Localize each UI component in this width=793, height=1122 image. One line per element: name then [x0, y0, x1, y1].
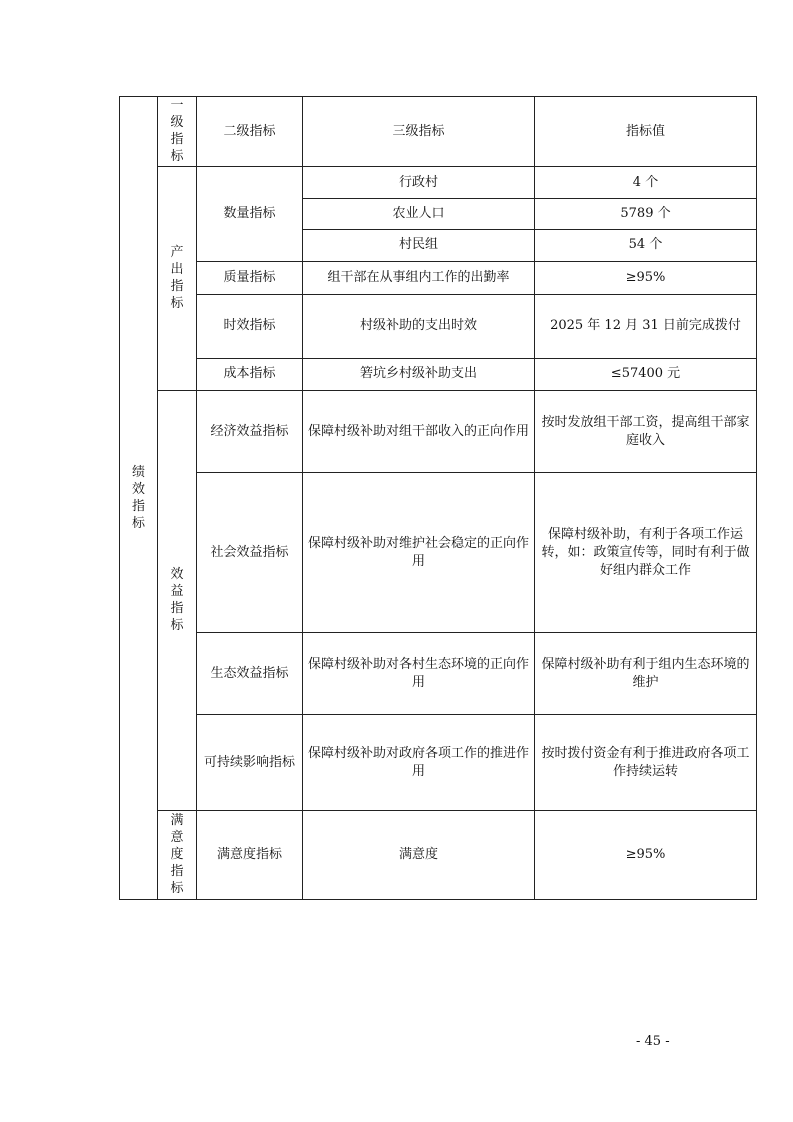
quantity-row-1-value: 4 个 [535, 167, 757, 198]
perf-indicator-label-cell [120, 97, 158, 900]
social-value: 保障村级补助，有利于各项工作运转，如：政策宣传等，同时有利于做好组内群众工作 [535, 473, 757, 633]
ecological-name: 保障村级补助对各村生态环境的正向作用 [303, 633, 535, 715]
header-level3: 三级指标 [303, 97, 535, 167]
sustainable-label: 可持续影响指标 [197, 714, 303, 811]
satisfaction-label: 满意度指标 [170, 813, 184, 897]
satisfaction-value: ≥95% [535, 811, 757, 900]
quality-label: 质量指标 [197, 262, 303, 295]
timeliness-label: 时效指标 [197, 295, 303, 358]
performance-indicator-table [119, 96, 757, 900]
social-name: 保障村级补助对维护社会稳定的正向作用 [303, 473, 535, 633]
quality-name: 组干部在从事组内工作的出勤率 [303, 262, 535, 295]
cost-name: 箬坑乡村级补助支出 [303, 358, 535, 390]
perf-indicator-label: 绩效指标 [131, 464, 145, 531]
page-number: - 45 - [636, 1034, 670, 1049]
output-label: 产出指标 [170, 245, 184, 312]
cost-value: ≤57400 元 [535, 358, 757, 390]
economic-value: 按时发放组干部工资，提高组干部家庭收入 [535, 390, 757, 473]
header-level1: 一级指标 [170, 98, 184, 165]
satisfaction-label-cell [158, 811, 197, 900]
quantity-row-3-value: 54 个 [535, 229, 757, 261]
benefit-label: 效益指标 [170, 567, 184, 634]
timeliness-name: 村级补助的支出时效 [303, 295, 535, 358]
quantity-row-1-name: 行政村 [303, 167, 535, 198]
quantity-row-2-value: 5789 个 [535, 198, 757, 229]
sustainable-name: 保障村级补助对政府各项工作的推进作用 [303, 714, 535, 811]
quantity-row-3-name: 村民组 [303, 229, 535, 261]
social-label: 社会效益指标 [197, 473, 303, 633]
header-level2: 二级指标 [197, 97, 303, 167]
quantity-label: 数量指标 [197, 167, 303, 262]
economic-name: 保障村级补助对组干部收入的正向作用 [303, 390, 535, 473]
ecological-label: 生态效益指标 [197, 633, 303, 715]
header-level1-cell [158, 97, 197, 167]
sustainable-value: 按时拨付资金有利于推进政府各项工作持续运转 [535, 714, 757, 811]
benefit-label-cell [158, 390, 197, 811]
header-value: 指标值 [535, 97, 757, 167]
cost-label: 成本指标 [197, 358, 303, 390]
satisfaction-sub-label: 满意度指标 [197, 811, 303, 900]
quality-value: ≥95% [535, 262, 757, 295]
quantity-row-2-name: 农业人口 [303, 198, 535, 229]
timeliness-value: 2025 年 12 月 31 日前完成拨付 [535, 295, 757, 358]
ecological-value: 保障村级补助有利于组内生态环境的维护 [535, 633, 757, 715]
economic-label: 经济效益指标 [197, 390, 303, 473]
output-label-cell [158, 167, 197, 390]
satisfaction-name: 满意度 [303, 811, 535, 900]
